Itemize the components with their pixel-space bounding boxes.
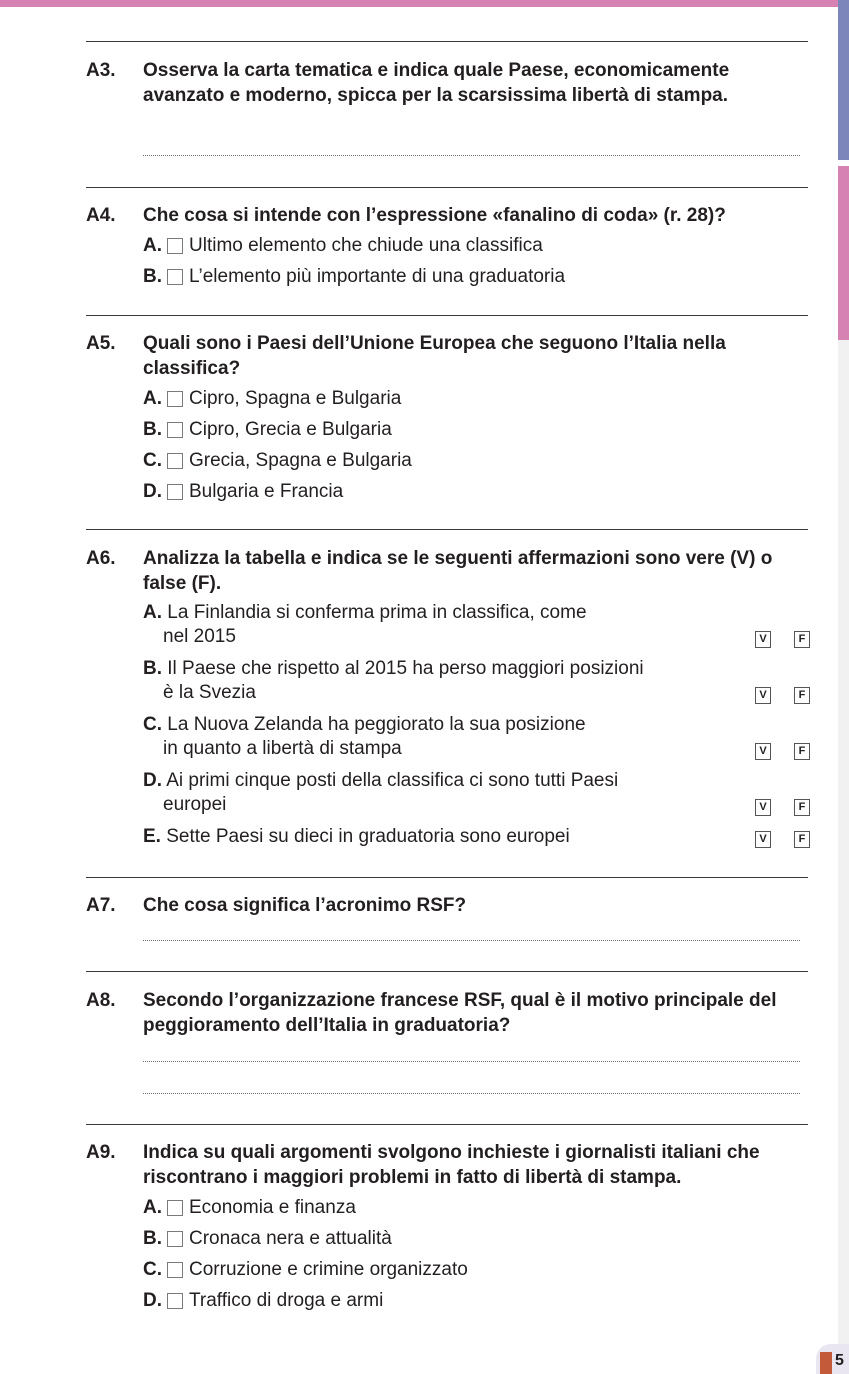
section-divider — [86, 1124, 808, 1125]
section-divider — [86, 971, 808, 972]
option-d[interactable]: D. Bulgaria e Francia — [143, 481, 344, 502]
page-number: 5 — [835, 1352, 844, 1369]
true-box[interactable]: V — [755, 687, 771, 704]
question-a7 — [86, 893, 810, 918]
question-text: Quali sono i Paesi dell’Unione Europea che seguono l’Italia nella classifica? — [143, 333, 726, 379]
question-number: A8. — [86, 990, 116, 1011]
answer-line-a7[interactable] — [143, 940, 800, 941]
option-a[interactable]: A. Cipro, Spagna e Bulgaria — [143, 388, 402, 409]
question-a5 — [86, 331, 810, 510]
side-tab-blue — [838, 0, 849, 160]
option-c[interactable]: C. Corruzione e crimine organizzato — [143, 1259, 468, 1280]
option-a[interactable]: A. Ultimo elemento che chiude una classifica — [143, 235, 543, 256]
option-text: Cipro, Grecia e Bulgaria — [189, 419, 392, 440]
option-b[interactable]: B. L’elemento più importante di una graduatoria — [143, 266, 566, 287]
options-list — [143, 233, 810, 295]
page-marker — [820, 1352, 832, 1374]
checkbox[interactable] — [167, 238, 183, 254]
top-color-band — [0, 0, 849, 7]
statement-d: D. Ai primi cinque posti della classifica ci sono tutti Paesi europei V F — [143, 769, 810, 817]
side-strip — [838, 340, 849, 1370]
option-text: Cronaca nera e attualità — [189, 1228, 392, 1249]
section-divider — [86, 187, 808, 188]
true-box[interactable]: V — [755, 831, 771, 848]
false-box[interactable]: F — [794, 743, 810, 760]
option-text: Corruzione e crimine organizzato — [189, 1259, 468, 1280]
section-divider — [86, 877, 808, 878]
option-a[interactable]: A. Economia e finanza — [143, 1197, 356, 1218]
question-text: Analizza la tabella e indica se le seguenti affermazioni sono vere (V) o false (F). — [143, 548, 773, 594]
question-text: Secondo l’organizzazione francese RSF, qual è il motivo principale del peggioramento dell’Italia in graduatoria? — [143, 990, 777, 1036]
true-false-list — [143, 601, 810, 849]
answer-line-a8-2[interactable] — [143, 1093, 800, 1094]
checkbox[interactable] — [167, 484, 183, 500]
question-text: Che cosa si intende con l’espressione «fanalino di coda» (r. 28)? — [143, 205, 726, 226]
option-text: Traffico di droga e armi — [189, 1290, 384, 1311]
false-box[interactable]: F — [794, 799, 810, 816]
true-box[interactable]: V — [755, 631, 771, 648]
false-box[interactable]: F — [794, 687, 810, 704]
option-text: Economia e finanza — [189, 1197, 356, 1218]
statement-a: A. La Finlandia si conferma prima in classifica, come nel 2015 V F — [143, 601, 810, 649]
options-list — [143, 1195, 810, 1319]
checkbox[interactable] — [167, 1231, 183, 1247]
checkbox[interactable] — [167, 422, 183, 438]
option-text: L’elemento più importante di una graduatoria — [189, 266, 566, 287]
question-text: Che cosa significa l’acronimo RSF? — [143, 895, 467, 916]
answer-line-a3[interactable] — [143, 155, 800, 156]
true-box[interactable]: V — [755, 743, 771, 760]
true-box[interactable]: V — [755, 799, 771, 816]
question-a3 — [86, 58, 810, 108]
false-box[interactable]: F — [794, 631, 810, 648]
option-c[interactable]: C. Grecia, Spagna e Bulgaria — [143, 450, 412, 471]
option-d[interactable]: D. Traffico di droga e armi — [143, 1290, 384, 1311]
question-number: A4. — [86, 205, 116, 226]
question-number: A6. — [86, 548, 116, 569]
checkbox[interactable] — [167, 453, 183, 469]
question-a6 — [86, 546, 810, 857]
section-divider — [86, 315, 808, 316]
checkbox[interactable] — [167, 269, 183, 285]
question-number: A7. — [86, 895, 116, 916]
section-divider — [86, 41, 808, 42]
checkbox[interactable] — [167, 1200, 183, 1216]
side-tab-pink — [838, 166, 849, 340]
option-b[interactable]: B. Cipro, Grecia e Bulgaria — [143, 419, 392, 440]
question-a9 — [86, 1140, 810, 1319]
question-a4 — [86, 203, 810, 295]
options-list — [143, 386, 810, 510]
checkbox[interactable] — [167, 391, 183, 407]
question-number: A3. — [86, 60, 116, 81]
statement-c: C. La Nuova Zelanda ha peggiorato la sua posizione in quanto a libertà di stampa V F — [143, 713, 810, 761]
option-text: Grecia, Spagna e Bulgaria — [189, 450, 412, 471]
question-a8 — [86, 988, 810, 1038]
statement-e: E. Sette Paesi su dieci in graduatoria sono europei V F — [143, 825, 810, 849]
false-box[interactable]: F — [794, 831, 810, 848]
option-b[interactable]: B. Cronaca nera e attualità — [143, 1228, 392, 1249]
option-text: Ultimo elemento che chiude una classifica — [189, 235, 543, 256]
question-number: A9. — [86, 1142, 116, 1163]
section-divider — [86, 529, 808, 530]
checkbox[interactable] — [167, 1293, 183, 1309]
statement-b: B. Il Paese che rispetto al 2015 ha perso maggiori posizioni è la Svezia V F — [143, 657, 810, 705]
checkbox[interactable] — [167, 1262, 183, 1278]
answer-line-a8-1[interactable] — [143, 1061, 800, 1062]
question-text: Osserva la carta tematica e indica quale Paese, economicamente avanzato e moderno, spicca per la scarsissima libertà di stampa. — [143, 60, 730, 106]
option-text: Bulgaria e Francia — [189, 481, 344, 502]
question-number: A5. — [86, 333, 116, 354]
option-text: Cipro, Spagna e Bulgaria — [189, 388, 402, 409]
question-text: Indica su quali argomenti svolgono inchieste i giornalisti italiani che riscontrano i maggiori problemi in fatto di libertà di stampa. — [143, 1142, 760, 1188]
